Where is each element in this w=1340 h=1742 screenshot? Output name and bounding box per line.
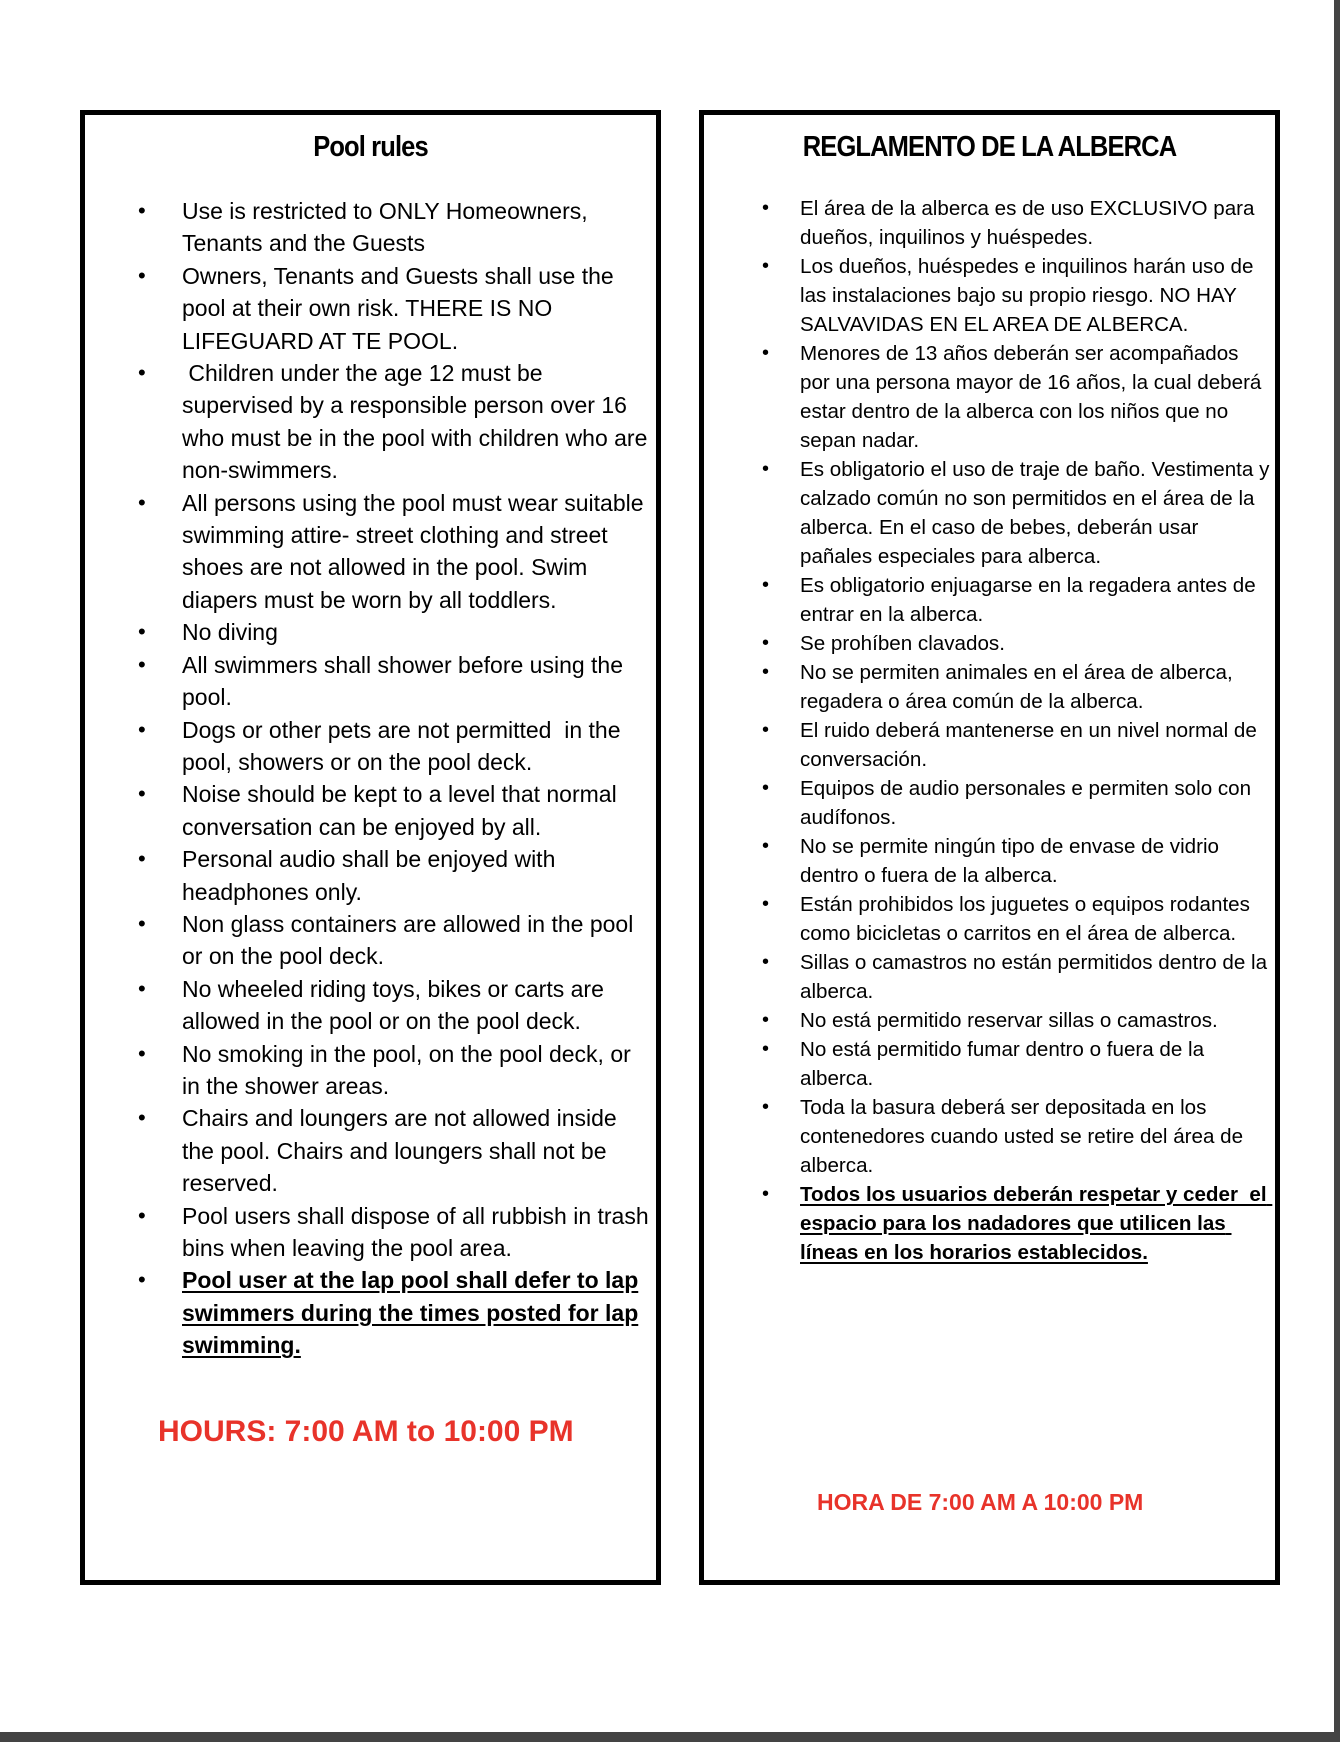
bullet-icon: • — [762, 719, 770, 741]
list-item — [85, 1102, 651, 1199]
list-item — [704, 194, 1270, 252]
list-item — [85, 260, 651, 357]
list-item — [85, 487, 651, 617]
bullet-icon: • — [762, 458, 770, 480]
bullet-icon: • — [138, 262, 146, 288]
spanish-title: REGLAMENTO DE LA ALBERCA — [802, 131, 1177, 163]
bullet-icon: • — [138, 716, 146, 742]
bullet-icon: • — [138, 651, 146, 677]
list-item — [704, 629, 1270, 658]
list-item — [704, 252, 1270, 339]
list-item — [85, 843, 651, 908]
list-item — [85, 1200, 651, 1265]
bullet-icon: • — [762, 255, 770, 277]
rule-text: El ruido deberá mantenerse en un nivel normal de conversación. — [800, 719, 1257, 771]
bullet-icon: • — [138, 1105, 146, 1131]
bullet-icon: • — [138, 360, 146, 386]
spanish-rules-panel — [699, 110, 1280, 1585]
rule-text: No wheeled riding toys, bikes or carts are allowed in the pool or on the pool deck. — [182, 975, 604, 1035]
english-rules-panel — [80, 110, 661, 1585]
list-item — [85, 195, 651, 260]
rule-text: No está permitido fumar dentro o fuera de la alberca. — [800, 1038, 1205, 1090]
list-item — [704, 716, 1270, 774]
bullet-icon: • — [138, 846, 146, 872]
lane-respect-rule-text: Todos los usuarios deberán respetar y ceder el espacio para los nadadores que utilicen las líneas en los horarios establecidos. — [800, 1183, 1273, 1264]
list-item — [704, 571, 1270, 629]
english-rules-list — [85, 195, 654, 1362]
list-item — [704, 890, 1270, 948]
rule-text: Owners, Tenants and Guests shall use the pool at their own risk. THERE IS NO LIFEGUARD AT TE POOL. — [182, 262, 614, 354]
rule-text: Se prohíben clavados. — [800, 632, 1005, 655]
rule-text: No está permitido reservar sillas o camastros. — [800, 1009, 1218, 1032]
bullet-icon: • — [762, 574, 770, 596]
spanish-rules-list — [704, 194, 1273, 1267]
rule-text: No smoking in the pool, on the pool deck, or in the shower areas. — [182, 1040, 631, 1099]
bullet-icon: • — [762, 661, 770, 683]
bullet-icon: • — [762, 1183, 770, 1205]
rule-text: Non glass containers are allowed in the pool or on the pool deck. — [182, 910, 634, 970]
list-item — [704, 658, 1270, 716]
rule-text: Toda la basura deberá ser depositada en los contenedores cuando usted se retire del área de alberca. — [800, 1096, 1244, 1177]
list-item — [85, 778, 651, 843]
rule-text: Noise should be kept to a level that normal conversation can be enjoyed by all. — [182, 781, 617, 840]
rule-text: Personal audio shall be enjoyed with headphones only. — [182, 846, 556, 905]
list-item — [704, 774, 1270, 832]
bullet-icon: • — [762, 342, 770, 364]
list-item — [704, 1035, 1270, 1093]
bullet-icon: • — [138, 975, 146, 1001]
bullet-icon: • — [138, 910, 146, 936]
rule-text: Están prohibidos los juguetes o equipos rodantes como bicicletas o carritos en el área de alberca. — [800, 893, 1250, 945]
rule-text: No se permiten animales en el área de alberca, regadera o área común de la alberca. — [800, 661, 1233, 713]
bullet-icon: • — [138, 781, 146, 807]
list-item — [85, 649, 651, 714]
bullet-icon: • — [138, 489, 146, 515]
bullet-icon: • — [762, 1009, 770, 1031]
bullet-icon: • — [762, 893, 770, 915]
list-item — [704, 1006, 1270, 1035]
list-item — [85, 1264, 651, 1361]
rule-text: Los dueños, huéspedes e inquilinos harán uso de las instalaciones bajo su propio riesgo. NO HAY SALVAVIDAS EN EL AREA DE ALBERCA. — [800, 255, 1254, 336]
bullet-icon: • — [762, 632, 770, 654]
bullet-icon: • — [138, 619, 146, 645]
list-item — [85, 714, 651, 779]
page-bottom-edge — [0, 1732, 1340, 1742]
bullet-icon: • — [762, 835, 770, 857]
rule-text: Menores de 13 años deberán ser acompañados por una persona mayor de 16 años, la cual deberá estar dentro de la alberca con los niños que no sepan nadar. — [800, 342, 1262, 452]
rule-text: Use is restricted to ONLY Homeowners, Tenants and the Guests — [182, 198, 588, 257]
english-title: Pool rules — [313, 131, 428, 163]
rule-text: All swimmers shall shower before using the pool. — [182, 651, 624, 711]
list-item — [704, 1093, 1270, 1180]
rule-text: Dogs or other pets are not permitted in the pool, showers or on the pool deck. — [182, 716, 627, 775]
list-item — [704, 455, 1270, 571]
rule-text: Es obligatorio el uso de traje de baño. Vestimenta y calzado común no son permitidos en el área de la alberca. En el caso de bebes, deberán usar pañales especiales para alberca. — [800, 458, 1270, 568]
list-item — [85, 908, 651, 973]
rule-text: No diving — [182, 619, 278, 646]
bullet-icon: • — [138, 1040, 146, 1066]
list-item — [85, 973, 651, 1038]
list-item — [704, 1180, 1273, 1267]
bullet-icon: • — [762, 1096, 770, 1118]
rule-text: Pool users shall dispose of all rubbish in trash bins when leaving the pool area. — [182, 1202, 649, 1261]
bullet-icon: • — [138, 1202, 146, 1228]
rule-text: Equipos de audio personales e permiten solo con audífonos. — [800, 777, 1252, 829]
bullet-icon: • — [762, 777, 770, 799]
english-hours: HOURS: 7:00 AM to 10:00 PM — [158, 1415, 574, 1448]
spanish-hours: HORA DE 7:00 AM A 10:00 PM — [817, 1489, 1144, 1515]
rule-text: All persons using the pool must wear suitable swimming attire- street clothing and street shoes are not allowed in the pool. Swim diapers must be worn by all toddlers. — [182, 489, 644, 613]
bullet-icon: • — [762, 951, 770, 973]
list-item — [85, 1038, 651, 1103]
rule-text: Es obligatorio enjuagarse en la regadera antes de entrar en la alberca. — [800, 574, 1256, 626]
list-item — [704, 339, 1270, 455]
bullet-icon: • — [138, 1267, 146, 1293]
rule-text: Chairs and loungers are not allowed inside the pool. Chairs and loungers shall not be reserved. — [182, 1105, 617, 1197]
list-item — [85, 616, 651, 648]
bullet-icon: • — [762, 1038, 770, 1060]
list-item — [85, 357, 654, 487]
bullet-icon: • — [138, 198, 146, 223]
page-right-edge — [1334, 0, 1340, 1742]
list-item — [704, 832, 1270, 890]
rule-text: Children under the age 12 must be supervised by a responsible person over 16 who must be in the pool with children who are non-swimmers. — [182, 360, 654, 484]
list-item — [704, 948, 1270, 1006]
rule-text: Sillas o camastros no están permitidos dentro de la alberca. — [800, 951, 1268, 1003]
lap-pool-rule-text: Pool user at the lap pool shall defer to lap swimmers during the times posted for lap swimming. — [182, 1267, 639, 1359]
rule-text: No se permite ningún tipo de envase de vidrio dentro o fuera de la alberca. — [800, 835, 1219, 887]
rule-text: El área de la alberca es de uso EXCLUSIVO para dueños, inquilinos y huéspedes. — [800, 197, 1255, 249]
bullet-icon: • — [762, 197, 770, 219]
